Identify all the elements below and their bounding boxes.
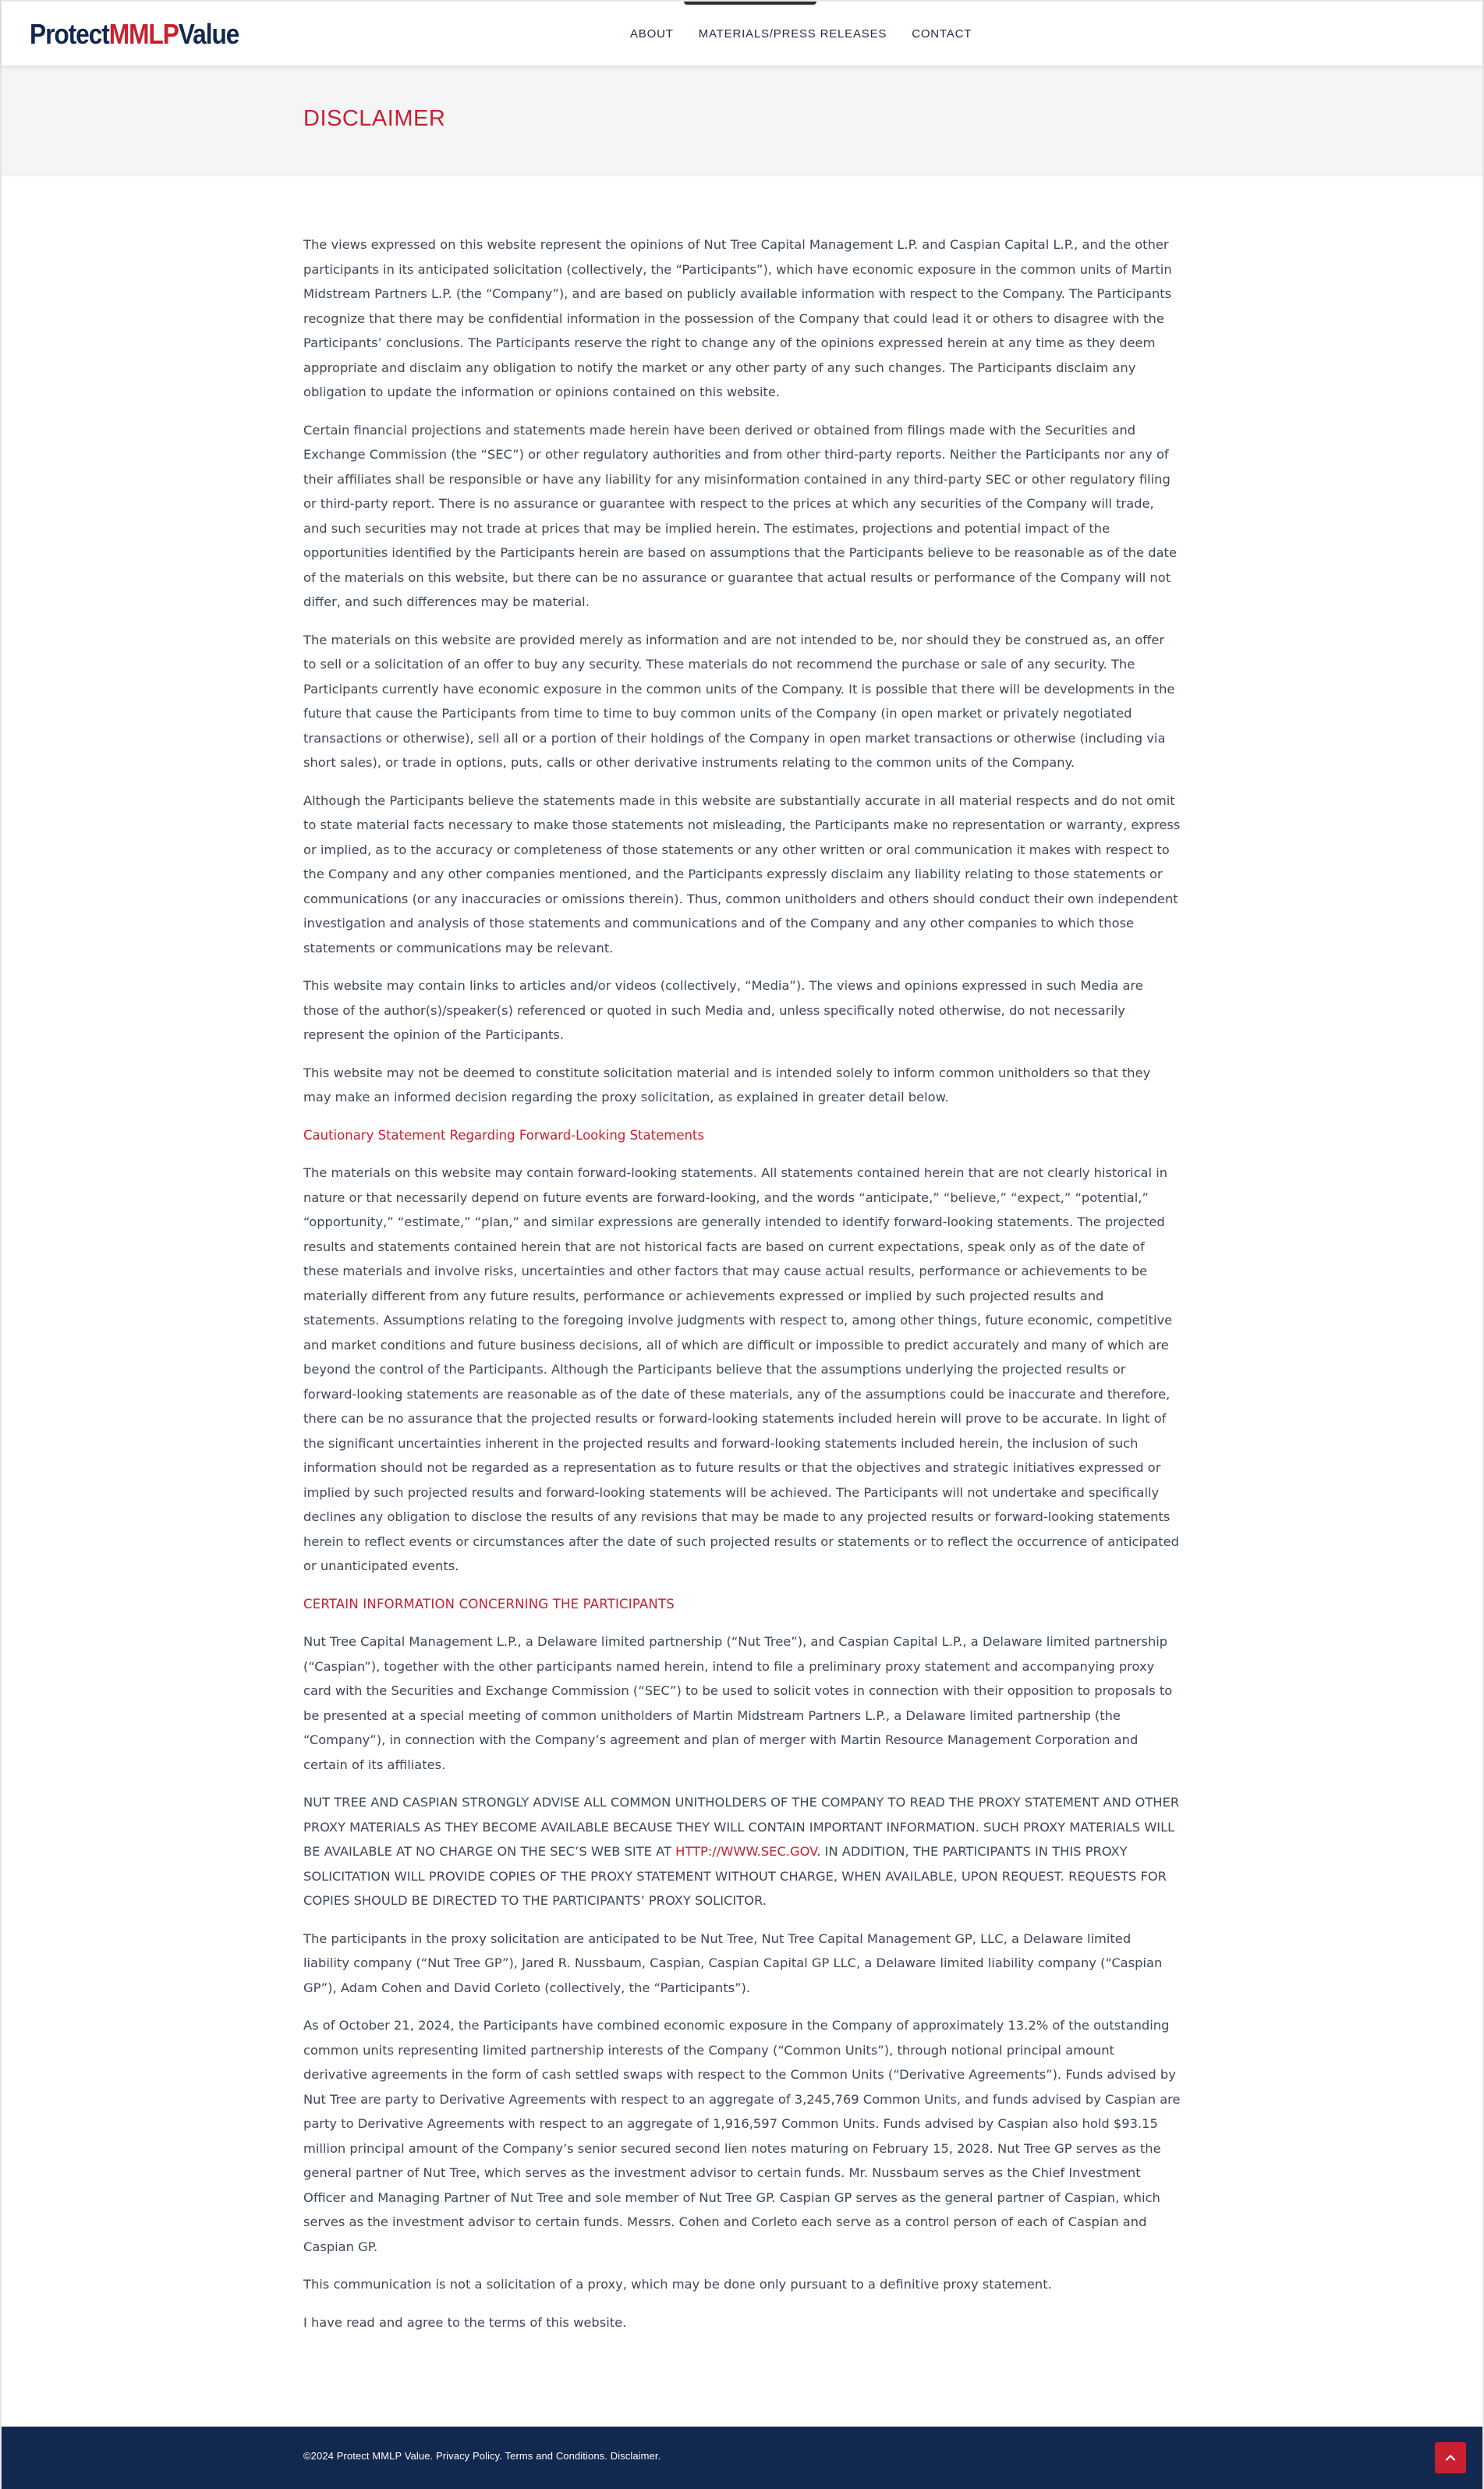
paragraph-accuracy: Although the Participants believe the statements made in this website are substantially accurate in all material respects and do not omit to state material facts necessary to make those statements not misleading, the Participants make no representation or warranty, express or implied, as to the accuracy or completeness of those statements or any other written or oral communication it makes with respect to the Company and any other companies mentioned, and the Participants expressly disclaim any liability relating to those statements or communications (or any inaccuracies or omissions therein). Thus, common unitholders and others should conduct their own independent investigation and analysis of those statements and communications and of the Company and any other companies to which those statements or communications may be relevant. xyxy=(303,792,1181,956)
nav-item-contact[interactable]: CONTACT xyxy=(912,27,972,41)
logo-text-value: Value xyxy=(178,18,239,50)
footer-terms-link[interactable]: Terms and Conditions. xyxy=(505,2450,607,2462)
paragraph-materials: The materials on this website are provided merely as information and are not intended to be, nor should they be construed as, an offer to sell or a solicitation of an offer to buy any security. These materials do not recommend the purchase or sale of any security. The Participants currently have economic exposure in the common units of the Company. It is possible that there will be developments in the future that cause the Participants from time to time to buy common units of the Company (in open market or privately negotiated transactions or otherwise), sell all or a portion of their holdings of the Company in open market transactions or otherwise (including via short sales), or trade in options, puts, calls or other derivative instruments relating to the common units of the Company. xyxy=(303,632,1175,770)
footer-disclaimer-link[interactable]: Disclaimer. xyxy=(610,2450,661,2462)
paragraph-forward-looking: The materials on this website may contain forward-looking statements. All statements contained herein that are not clearly historical in nature or that necessarily depend on future events are forward-looking, and the words “anticipate,” “believe,” “expect,” “potential,” “opportunity,” “estimate,” “plan,” and similar expressions are generally intended to identify forward-looking statements. The projected results and statements contained herein that are not historical facts are based on current expectations, speak only as of the date of these materials and involve risks, uncertainties and other factors that may cause actual results, performance or achievements to be materially different from any future results, performance or achievements expressed or implied by such projected results and statements. Assumptions relating to the foregoing involve judgments with respect to, among other things, future economic, competitive and market conditions and future business decisions, all of which are difficult or impossible to predict accurately and many of which are beyond the control of the Participants. Although the Participants believe that the assumptions underlying the projected results or forward-looking statements are reasonable as of the date of these materials, any of the assumptions could be inaccurate and therefore, there can be no assurance that the projected results or forward-looking statements included herein will prove to be accurate. In light of the significant uncertainties inherent in the projected results and forward-looking statements included herein, the inclusion of such information should not be regarded as a representation as to future results or that the objectives and strategic initiatives expressed or implied by such projected results and forward-looking statements will be achieved. The Participants will not undertake and specifically declines any obligation to disclose the results of any revisions that may be made to any projected results or forward-looking statements herein to reflect events or circumstances after the date of such projected results or statements or to reflect the occurrence of anticipated or unanticipated events. xyxy=(303,1165,1179,1573)
page-title: DISCLAIMER xyxy=(303,106,446,131)
back-to-top-button[interactable] xyxy=(1435,2442,1466,2473)
heading-forward-looking: Cautionary Statement Regarding Forward-Looking Statements xyxy=(303,1127,704,1143)
main-nav xyxy=(618,2,984,67)
paragraph-views: The views expressed on this website represent the opinions of Nut Tree Capital Management L.P. and Caspian Capital L.P., and the other participants in its anticipated solicitation (collectively, the “Participants”), which have economic exposure in the common units of Martin Midstream Partners L.P. (the “Company”), and are based on publicly available information with respect to the Company. The Participants recognize that there may be confidential information in the possession of the Company that could lead it or others to disagree with the Participants’ conclusions. The Participants reserve the right to change any of the opinions expressed herein at any time as they deem appropriate and disclaim any obligation to notify the market or any other party of any such changes. The Participants disclaim any obligation to update the information or opinions contained on this website. xyxy=(303,237,1172,399)
paragraph-solicitation: This website may not be deemed to constitute solicitation material and is intended solely to inform common unitholders so that they may make an informed decision regarding the proxy solicitation, as explained in greater detail below. xyxy=(303,1065,1151,1104)
advisory-text-before: NUT TREE AND CASPIAN STRONGLY ADVISE ALL COMMON UNITHOLDERS OF THE COMPANY TO READ THE PROXY STATEMENT AND OTHER PROXY MATERIALS AS THEY BECOME AVAILABLE BECAUSE THEY WILL CONTAIN IMPORTANT INFORMATION. SUCH PROXY MATERIALS WILL BE AVAILABLE AT NO CHARGE ON THE SEC’S WEB SITE AT xyxy=(303,1795,1180,1859)
disclaimer-content xyxy=(303,232,1181,2348)
advisory-text-after: . IN ADDITION, THE PARTICIPANTS IN THIS PROXY SOLICITATION WILL PROVIDE COPIES OF THE PROXY STATEMENT WITHOUT CHARGE, WHEN AVAILABLE, UPON REQUEST. REQUESTS FOR COPIES SHOULD BE DIRECTED TO THE PARTICIPANTS’ PROXY SOLICITOR. xyxy=(303,1844,1167,1908)
paragraph-agree-terms: I have read and agree to the terms of this website. xyxy=(303,2314,627,2330)
footer-links xyxy=(303,2450,661,2462)
sec-website-link[interactable]: HTTP://WWW.SEC.GOV xyxy=(675,1844,817,1859)
nav-item-materials-press-releases[interactable]: MATERIALS/PRESS RELEASES xyxy=(698,27,887,41)
logo-text-mmlp: MMLP xyxy=(108,18,179,50)
site-header xyxy=(2,0,1482,66)
paragraph-not-solicitation: This communication is not a solicitation of a proxy, which may be done only pursuant to a definitive proxy statement. xyxy=(303,2277,1052,2292)
chevron-up-icon xyxy=(1445,2452,1456,2463)
paragraph-advisory xyxy=(303,1790,1181,1913)
site-logo[interactable] xyxy=(30,16,239,53)
nav-item-about[interactable]: ABOUT xyxy=(630,27,674,41)
footer-copyright: ©2024 Protect MMLP Value. xyxy=(303,2450,434,2462)
paragraph-projections: Certain financial projections and statements made herein have been derived or obtained from filings made with the Securities and Exchange Commission (the “SEC”) or other regulatory authorities and from other third-party reports. Neither the Participants nor any of their affiliates shall be responsible or have any liability for any misinformation contained in any third-party SEC or other regulatory filing or third-party report. There is no assurance or guarantee with respect to the prices at which any securities of the Company will trade, and such securities may not trade at prices that may be implied herein. The estimates, projections and potential impact of the opportunities identified by the Participants herein are based on assumptions that the Participants believe to be reasonable as of the date of the materials on this website, but there can be no assurance or guarantee that actual results or performance of the Company will not differ, and such differences may be material. xyxy=(303,422,1177,609)
heading-participants: CERTAIN INFORMATION CONCERNING THE PARTICIPANTS xyxy=(303,1596,675,1611)
paragraph-media: This website may contain links to articles and/or videos (collectively, “Media”). The views and opinions expressed in such Media are those of the author(s)/speaker(s) referenced or quoted in such Media and, unless specifically noted otherwise, do not necessarily represent the opinion of the Participants. xyxy=(303,978,1143,1042)
page-hero xyxy=(2,66,1482,176)
site-footer xyxy=(2,2427,1482,2489)
paragraph-economic-exposure: As of October 21, 2024, the Participants have combined economic exposure in the Company of approximately 13.2% of the outstanding common units representing limited partnership interests of the Company (“Common Units”), through notional principal amount derivative agreements in the form of cash settled swaps with respect to the Common Units (“Derivative Agreements”). Funds advised by Nut Tree are party to Derivative Agreements with respect to an aggregate of 3,245,769 Common Units, and funds advised by Caspian are party to Derivative Agreements with respect to an aggregate of 1,916,597 Common Units. Funds advised by Caspian also hold $93.15 million principal amount of the Company’s senior secured second lien notes maturing on February 15, 2028. Nut Tree GP serves as the general partner of Nut Tree, which serves as the investment advisor to certain funds. Mr. Nussbaum serves as the Chief Investment Officer and Managing Partner of Nut Tree and sole member of Nut Tree GP. Caspian GP serves as the general partner of Caspian, which serves as the investment advisor to certain funds. Messrs. Cohen and Corleto each serve as a control person of each of Caspian and Caspian GP. xyxy=(303,2018,1181,2254)
logo-text-protect: Protect xyxy=(30,18,109,50)
paragraph-participants-list: The participants in the proxy solicitation are anticipated to be Nut Tree, Nut Tree Capital Management GP, LLC, a Delaware limited liability company (“Nut Tree GP”), Jared R. Nussbaum, Caspian, Caspian Capital GP LLC, a Delaware limited liability company (“Caspian GP”), Adam Cohen and David Corleto (collectively, the “Participants”). xyxy=(303,1931,1163,1995)
footer-privacy-link[interactable]: Privacy Policy. xyxy=(435,2450,503,2462)
paragraph-participants-intro: Nut Tree Capital Management L.P., a Delaware limited partnership (“Nut Tree”), and Caspian Capital L.P., a Delaware limited partnership (“Caspian”), together with the other participants named herein, intend to file a preliminary proxy statement and accompanying proxy card with the Securities and Exchange Commission (“SEC”) to be used to solicit votes in connection with their opposition to proposals to be presented at a special meeting of common unitholders of Martin Midstream Partners L.P., a Delaware limited partnership (the “Company”), in connection with the Company’s agreement and plan of merger with Martin Resource Management Corporation and certain of its affiliates. xyxy=(303,1634,1173,1772)
